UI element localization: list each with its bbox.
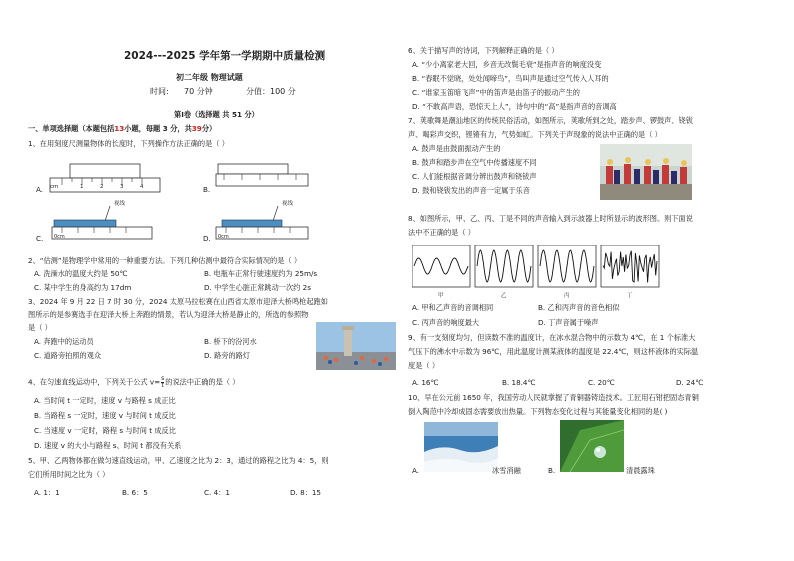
q9-stem-line1: 9、有一支刻度均匀，但读数不准的温度计，在冰水混合物中的示数为 4℃，在 1 个标准大	[408, 333, 696, 342]
q5-stem-line2: 它们所用时间之比为（ ）	[28, 470, 110, 479]
q10-option-b-label: B.	[548, 466, 556, 475]
q3-stem-line3: 是（ ）	[28, 323, 52, 332]
q1-stem: 1、在用刻度尺测量物体的长度时，下列操作方法正确的是（ ）	[28, 139, 229, 148]
q1-figure-b	[214, 160, 314, 196]
q5-option-a: A. 1：1	[34, 488, 60, 497]
exam-subtitle: 初二年级 物理试题	[176, 73, 243, 82]
q6-option-c: C. “谁家玉笛暗飞声”中的笛声是由笛子的振动产生的	[412, 88, 580, 97]
q9-option-c: C. 20℃	[588, 378, 615, 387]
q10-option-b-caption: 清晨露珠	[626, 466, 655, 475]
q9-stem-line2: 气压下的沸水中示数为 96℃，用此温度计测某液体的温度是 22.4℃，则这杯液体的实际温	[408, 347, 699, 356]
q7-dance-photo	[600, 144, 692, 200]
q1-d-sight: 视线	[282, 201, 294, 207]
q5-option-b: B. 6：5	[122, 488, 148, 497]
q8-label-yi: 乙	[501, 293, 507, 299]
q7-option-d: D. 鼓和铙钹发出的声音一定属于乐音	[412, 186, 530, 195]
q3-marathon-photo	[316, 322, 396, 370]
q1-label-d: D.	[203, 234, 211, 243]
q7-stem-line1: 7、荚歌舞是潮汕地区的传统民俗活动，如图所示，荚歌所到之处，踏步声、锣鼓声、铙钹	[408, 116, 693, 125]
q5-option-d: D. 8：15	[290, 488, 322, 497]
q4-option-a: A. 当时间 t 一定时，速度 v 与路程 s 成正比	[34, 396, 176, 405]
q1-d-zero: 0cm	[218, 234, 229, 240]
right-column	[408, 0, 778, 561]
q10-stem-line1: 10、早在公元前 1650 年，我国劳动人民就掌握了青铜器铸造技术。工匠用石钳把固态青铜	[408, 393, 699, 402]
q10-stem-line2: 倒入陶范中冷却成固态需要放出热量。下列物态变化过程与其能量变化相同的是( )	[408, 407, 668, 416]
q6-stem: 6、关于描写声的诗词，下列解释正确的是（ ）	[408, 46, 559, 55]
q10-option-a-caption: 冰雪消融	[492, 466, 521, 475]
q4-option-c: C. 当速度 v 一定时，路程 s 与时间 t 成反比	[34, 426, 176, 435]
q5-stem-line1: 5、甲、乙两物体都在做匀速直线运动，甲、乙速度之比为 2：3，通过的路程之比为 4：5，则	[28, 456, 329, 465]
q3-stem-line2: 图所示的是参赛选手在迎泽大桥上奔跑的情景，若认为迎泽大桥是静止的，所选的参照物	[28, 310, 309, 319]
q1-figure-d	[214, 200, 314, 244]
q1-a-tick1: 1	[80, 184, 84, 190]
q4-option-b: B. 当路程 s 一定时，速度 v 与时间 t 成反比	[34, 411, 176, 420]
q6-option-b: B. “春眠不觉晓，处处闻啼鸟”，鸟叫声是通过空气传入人耳的	[412, 74, 609, 83]
q1-a-tick4: 4	[140, 184, 144, 190]
q3-option-b: B. 桥下的汾河水	[204, 337, 257, 346]
q10-option-a-label: A.	[412, 466, 420, 475]
q2-option-c: C. 某中学生的身高约为 17dm	[34, 283, 132, 292]
q3-stem-line1: 3、2024 年 9 月 22 日 7 时 30 分，2024 太原马拉松赛在山西省太原市迎泽大桥鸣枪起跑如	[28, 297, 328, 306]
q1-a-tick3: 3	[120, 184, 124, 190]
q9-option-d: D. 24℃	[676, 378, 704, 387]
time-label: 时间:	[150, 87, 169, 96]
q8-option-b: B. 乙和丙声音的音色相似	[538, 303, 620, 312]
q6-option-d: D. “不敢高声语，恐惊天上人”，诗句中的“高”是指声音的音调高	[412, 102, 617, 111]
q3-option-a: A. 奔跑中的运动员	[34, 337, 94, 346]
q7-option-b: B. 鼓声和踏步声在空气中传播速度不同	[412, 158, 537, 167]
q1-c-sight: 视线	[114, 201, 126, 207]
q1-label-a: A.	[36, 185, 44, 194]
q8-option-c: C. 丙声音的响度最大	[412, 318, 480, 327]
q1-label-c: C.	[36, 234, 44, 243]
q7-stem-line2: 声、喝彩声交织，铿锵有力，气势如虹。下列关于声现象的说法中正确的是（ ）	[408, 130, 662, 139]
q4-stem: 4、在匀速直线运动中，下列关于公式 v= $\frac{s}{t}$ 的说法中正确的是（ ）	[28, 375, 240, 389]
left-column	[28, 0, 398, 561]
q8-option-a: A. 甲和乙声音的音调相同	[412, 303, 494, 312]
q6-option-a: A. “少小离家老大回，乡音无改鬓毛衰”是指声音的响度没变	[412, 60, 602, 69]
q2-stem: 2、“估测”是物理学中常用的一种重要方法。下列几种估测中最符合实际情况的是（ ）	[28, 256, 302, 265]
time-value: 70 分钟	[184, 87, 213, 96]
q8-label-bing: 丙	[564, 293, 570, 299]
q2-option-d: D. 中学生心脏正常跳动一次约 2s	[204, 283, 311, 292]
q10-ice-photo	[424, 422, 498, 472]
q10-dew-photo	[560, 420, 624, 472]
q9-option-a: A. 16℃	[412, 378, 439, 387]
score-label: 分值：100 分	[246, 87, 296, 96]
exam-title: 2024---2025 学年第一学期期中质量检测	[124, 50, 326, 62]
q2-option-a: A. 洗澡水的温度大约是 50℃	[34, 269, 128, 278]
q2-option-b: B. 电瓶车正常行驶速度约为 25m/s	[204, 269, 318, 278]
section-heading: 一、单项选择题（本题包括13小题，每题 3 分，共39分）	[28, 124, 217, 133]
q5-option-c: C. 4：1	[204, 488, 230, 497]
q8-label-jia: 甲	[438, 293, 444, 299]
q9-stem-line3: 度是（ ）	[408, 361, 440, 370]
q7-option-a: A. 鼓声是由鼓面振动产生的	[412, 144, 501, 153]
q7-option-c: C. 人们能根据音调分辨出鼓声和铙钹声	[412, 172, 537, 181]
q1-figure-a	[48, 158, 166, 198]
q3-option-c: C. 道路旁拍照的观众	[34, 351, 102, 360]
q1-a-cm: cm	[50, 184, 59, 190]
q3-option-d: D. 路旁的路灯	[204, 351, 251, 360]
q8-stem-line2: 法中不正确的是（ ）	[408, 228, 475, 237]
q4-option-d: D. 速度 v 的大小与路程 s、时间 t 都没有关系	[34, 441, 182, 450]
q1-label-b: B.	[203, 185, 211, 194]
part-title: 第Ⅰ卷（选择题 共 51 分）	[174, 110, 259, 119]
q1-a-tick2: 2	[100, 184, 104, 190]
q8-stem-line1: 8、如图所示，甲、乙、丙、丁是不同的声音输入到示波器上时所显示的波形图。则下面说	[408, 214, 693, 223]
q8-label-ding: 丁	[627, 293, 633, 299]
q8-waveforms	[412, 245, 662, 291]
q1-figure-c	[48, 200, 168, 244]
q9-option-b: B. 18.4℃	[502, 378, 536, 387]
q1-c-zero: 0cm	[54, 234, 65, 240]
q8-option-d: D. 丁声音属于噪声	[538, 318, 599, 327]
